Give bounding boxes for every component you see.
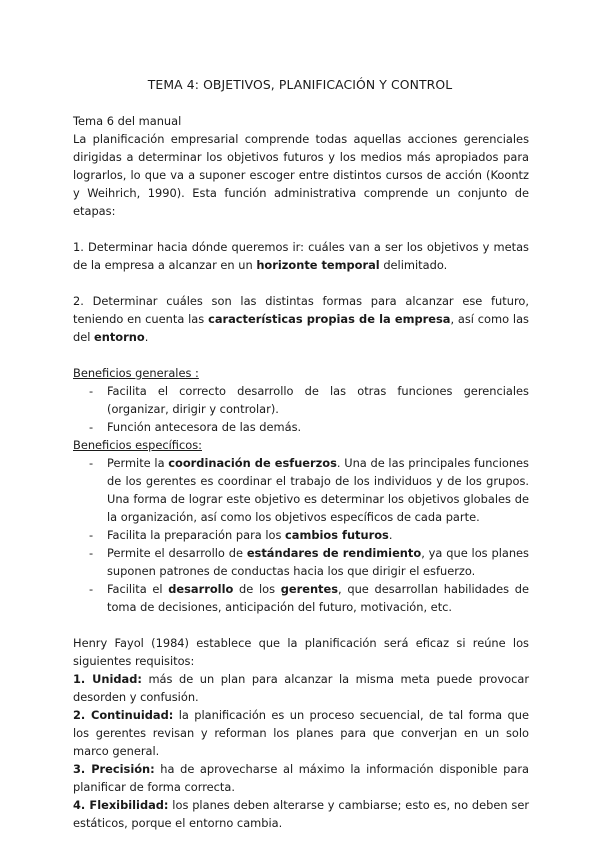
intro-paragraph: La planificación empresarial comprende todas aquellas acciones gerenciales dirigidas a determinar los objetivos futuros y los medios más apropiados para lograrlos, lo que va a suponer escoger entre distintos cursos de acción (Koontz y Weihrich, 1990). Esta función administrativa comprende un conjunto de etapas: (73, 132, 529, 218)
manual-reference: Tema 6 del manual (73, 114, 182, 128)
specific-benefits-list (73, 454, 529, 616)
list-item: - Facilita la preparación para los cambios futuros. (89, 528, 393, 542)
fayol-intro: Henry Fayol (1984) establece que la planificación será eficaz si reúne los siguientes requisitos: (73, 636, 529, 668)
stage-1: 1. Determinar hacia dónde queremos ir: cuáles van a ser los objetivos y metas de la empresa a alcanzar en un horizonte temporal delimitado. (73, 240, 529, 272)
requirement-precision: 3. Precisión: ha de aprovecharse al máximo la información disponible para planificar de forma correcta. (73, 762, 529, 794)
requirement-continuidad: 2. Continuidad: la planificación es un proceso secuencial, de tal forma que los gerentes revisan y reforman los planes para que converjan en un solo marco general. (73, 708, 529, 758)
list-item: - Facilita el correcto desarrollo de las otras funciones gerenciales (organizar, dirigir y controlar). (89, 384, 529, 416)
list-item: - Función antecesora de las demás. (89, 420, 302, 434)
general-benefits-list (73, 382, 529, 436)
requirement-unidad: 1. Unidad: más de un plan para alcanzar la misma meta puede provocar desorden y confusión. (73, 672, 529, 704)
stage-2: 2. Determinar cuáles son las distintas formas para alcanzar ese futuro, teniendo en cuenta las características propias de la empresa, así como las del entorno. (73, 294, 529, 344)
list-item: - Permite la coordinación de esfuerzos. Una de las principales funciones de los gerentes es coordinar el trabajo de los individuos y de los grupos. Una forma de lograr este objetivo es determinar los objetivos globales de la organización, así como los objetivos específicos de cada parte. (89, 456, 529, 524)
requirement-flexibilidad: 4. Flexibilidad: los planes deben alterarse y cambiarse; esto es, no deben ser estáticos, porque el entorno cambia. (73, 798, 530, 830)
page-title: TEMA 4: OBJETIVOS, PLANIFICACIÓN Y CONTROL (147, 77, 453, 92)
stage-1-highlight: horizonte temporal (256, 258, 380, 272)
document-body (73, 112, 529, 832)
stage-2-highlight-entorno: entorno (94, 330, 145, 344)
list-item: - Facilita el desarrollo de los gerentes, que desarrollan habilidades de toma de decisiones, anticipación del futuro, motivación, etc. (89, 582, 529, 614)
general-benefits-heading: Beneficios generales : (73, 366, 199, 380)
list-item: - Permite el desarrollo de estándares de rendimiento, ya que los planes suponen patrones de conductas hacia los que dirigir el esfuerzo. (89, 546, 529, 578)
stage-2-highlight-empresa: características propias de la empresa (208, 312, 451, 326)
specific-benefits-heading: Beneficios específicos: (73, 438, 202, 452)
